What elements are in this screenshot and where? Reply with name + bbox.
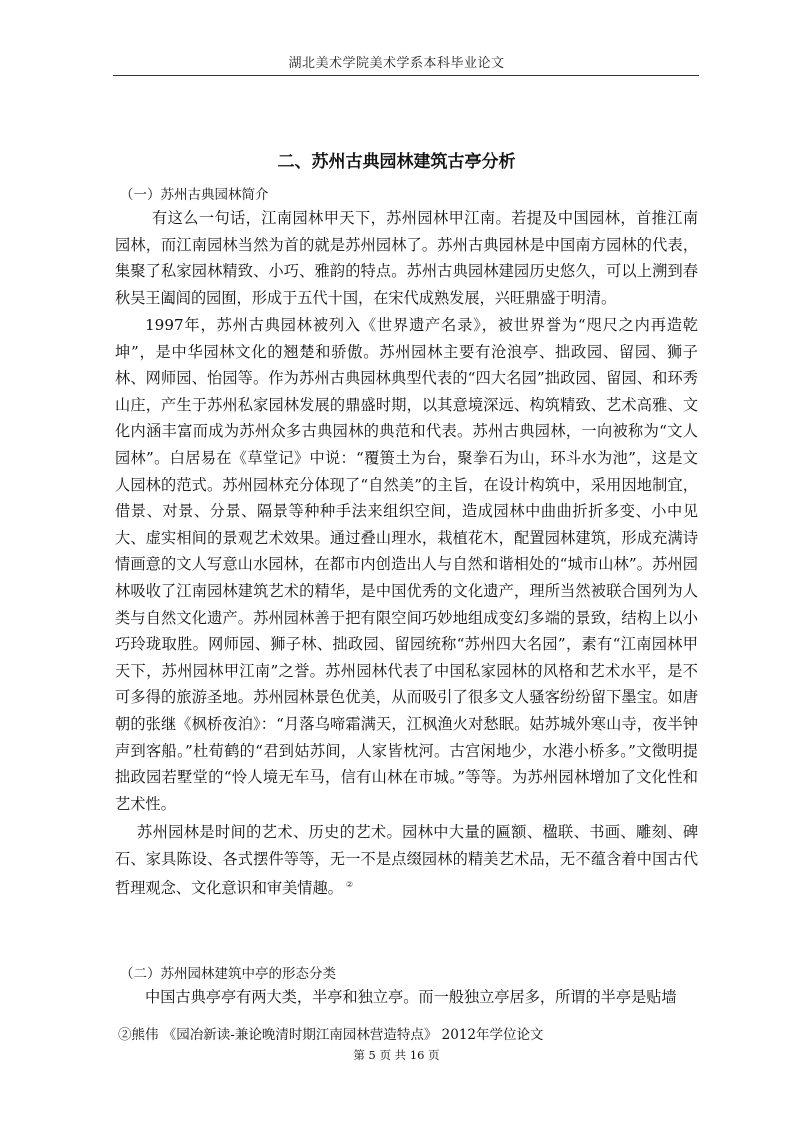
footnote: ②熊伟 《园冶新读-兼论晚清时期江南园林营造特点》 2012年学位论文 bbox=[118, 1027, 544, 1043]
footnote-marker: ② bbox=[345, 880, 353, 890]
paragraph-2: 1997年，苏州古典园林被列入《世界遗产名录》，被世界誉为“咫尺之内再造乾坤”，是中华园林文化的翘楚和骄傲。苏州园林主要有沧浪亭、拙政园、留园、狮子林、网师园、怡园等。作为苏州古典园林典型代表的“四大名园”拙政园、留园、和环秀山庄，产生于苏州私家园林发展的鼎盛时期，以其意境深远、构筑精致、艺术高雅、文化内涵丰富而成为苏州众多古典园林的典范和代表。苏州古典园林，一向被称为“文人园林”。白居易在《草堂记》中说：“覆篑土为台，聚拳石为山，环斗水为池”，这是文人园林的范式。苏州园林充分体现了“自然美”的主旨，在设计构筑中，采用因地制宜，借景、对景、分景、隔景等种种手法来组织空间，造成园林中曲曲折折多变、小中见大、虚实相间的景观艺术效果。通过叠山理水，栽植花木，配置园林建筑，形成充满诗情画意的文人写意山水园林，在都市内创造出人与自然和谐相处的“城市山林”。苏州园林吸收了江南园林建筑艺术的精华，是中国优秀的文化遗产，理所当然被联合国列为人类与自然文化遗产。苏州园林善于把有限空间巧妙地组成变幻多端的景致，结构上以小巧玲珑取胜。网师园、狮子林、拙政园、留园统称“苏州四大名园”，素有“江南园林甲天下，苏州园林甲江南”之誉。苏州园林代表了中国私家园林的风格和艺术水平，是不可多得的旅游圣地。苏州园林景色优美，从而吸引了很多文人骚客纷纷留下墨宝。如唐朝的张继《枫桥夜泊》：“月落乌啼霜满天，江枫渔火对愁眠。姑苏城外寒山寺，夜半钟声到客船。”杜荀鹤的“君到姑苏间，人家皆枕河。古宫闲地少，水港小桥多。”文徵明提拙政园若墅堂的“怜人境无车马，信有山林在市城。”等等。为苏州园林增加了文化性和艺术性。 bbox=[115, 316, 698, 813]
page-number: 第 5 页 共 16 页 bbox=[353, 1048, 440, 1062]
paragraph-3 bbox=[115, 819, 698, 902]
section-title: 二、苏州古典园林建筑古亭分析 bbox=[277, 152, 516, 172]
paragraph-3-text: 苏州园林是时间的艺术、历史的艺术。园林中大量的匾额、楹联、书画、雕刻、碑石、家具陈设、各式摆件等等，无一不是点缀园林的精美艺术品，无不蕴含着中国古代哲理观念、文化意识和审美情趣。 bbox=[115, 823, 698, 898]
paragraph-1: 有这么一句话，江南园林甲天下，苏州园林甲江南。若提及中国园林，首推江南园林，而江南园林当然为首的就是苏州园林了。苏州古典园林是中国南方园林的代表，集聚了私家园林精致、小巧、雅韵的特点。苏州古典园林建园历史悠久，可以上溯到春秋吴王阖闾的园囿，形成于五代十国，在宋代成熟发展，兴旺鼎盛于明清。 bbox=[115, 209, 698, 307]
header-rule bbox=[113, 75, 699, 76]
subsection-heading-1: （一）苏州古典园林简介 bbox=[120, 187, 269, 203]
page-header: 湖北美术学院美术学系本科毕业论文 bbox=[288, 56, 505, 71]
paragraph-4: 中国古典亭亭有两大类，半亭和独立亭。而一般独立亭居多，所谓的半亭是贴墙 bbox=[145, 988, 677, 1006]
subsection-heading-2: （二）苏州园林建筑中亭的形态分类 bbox=[120, 966, 336, 982]
